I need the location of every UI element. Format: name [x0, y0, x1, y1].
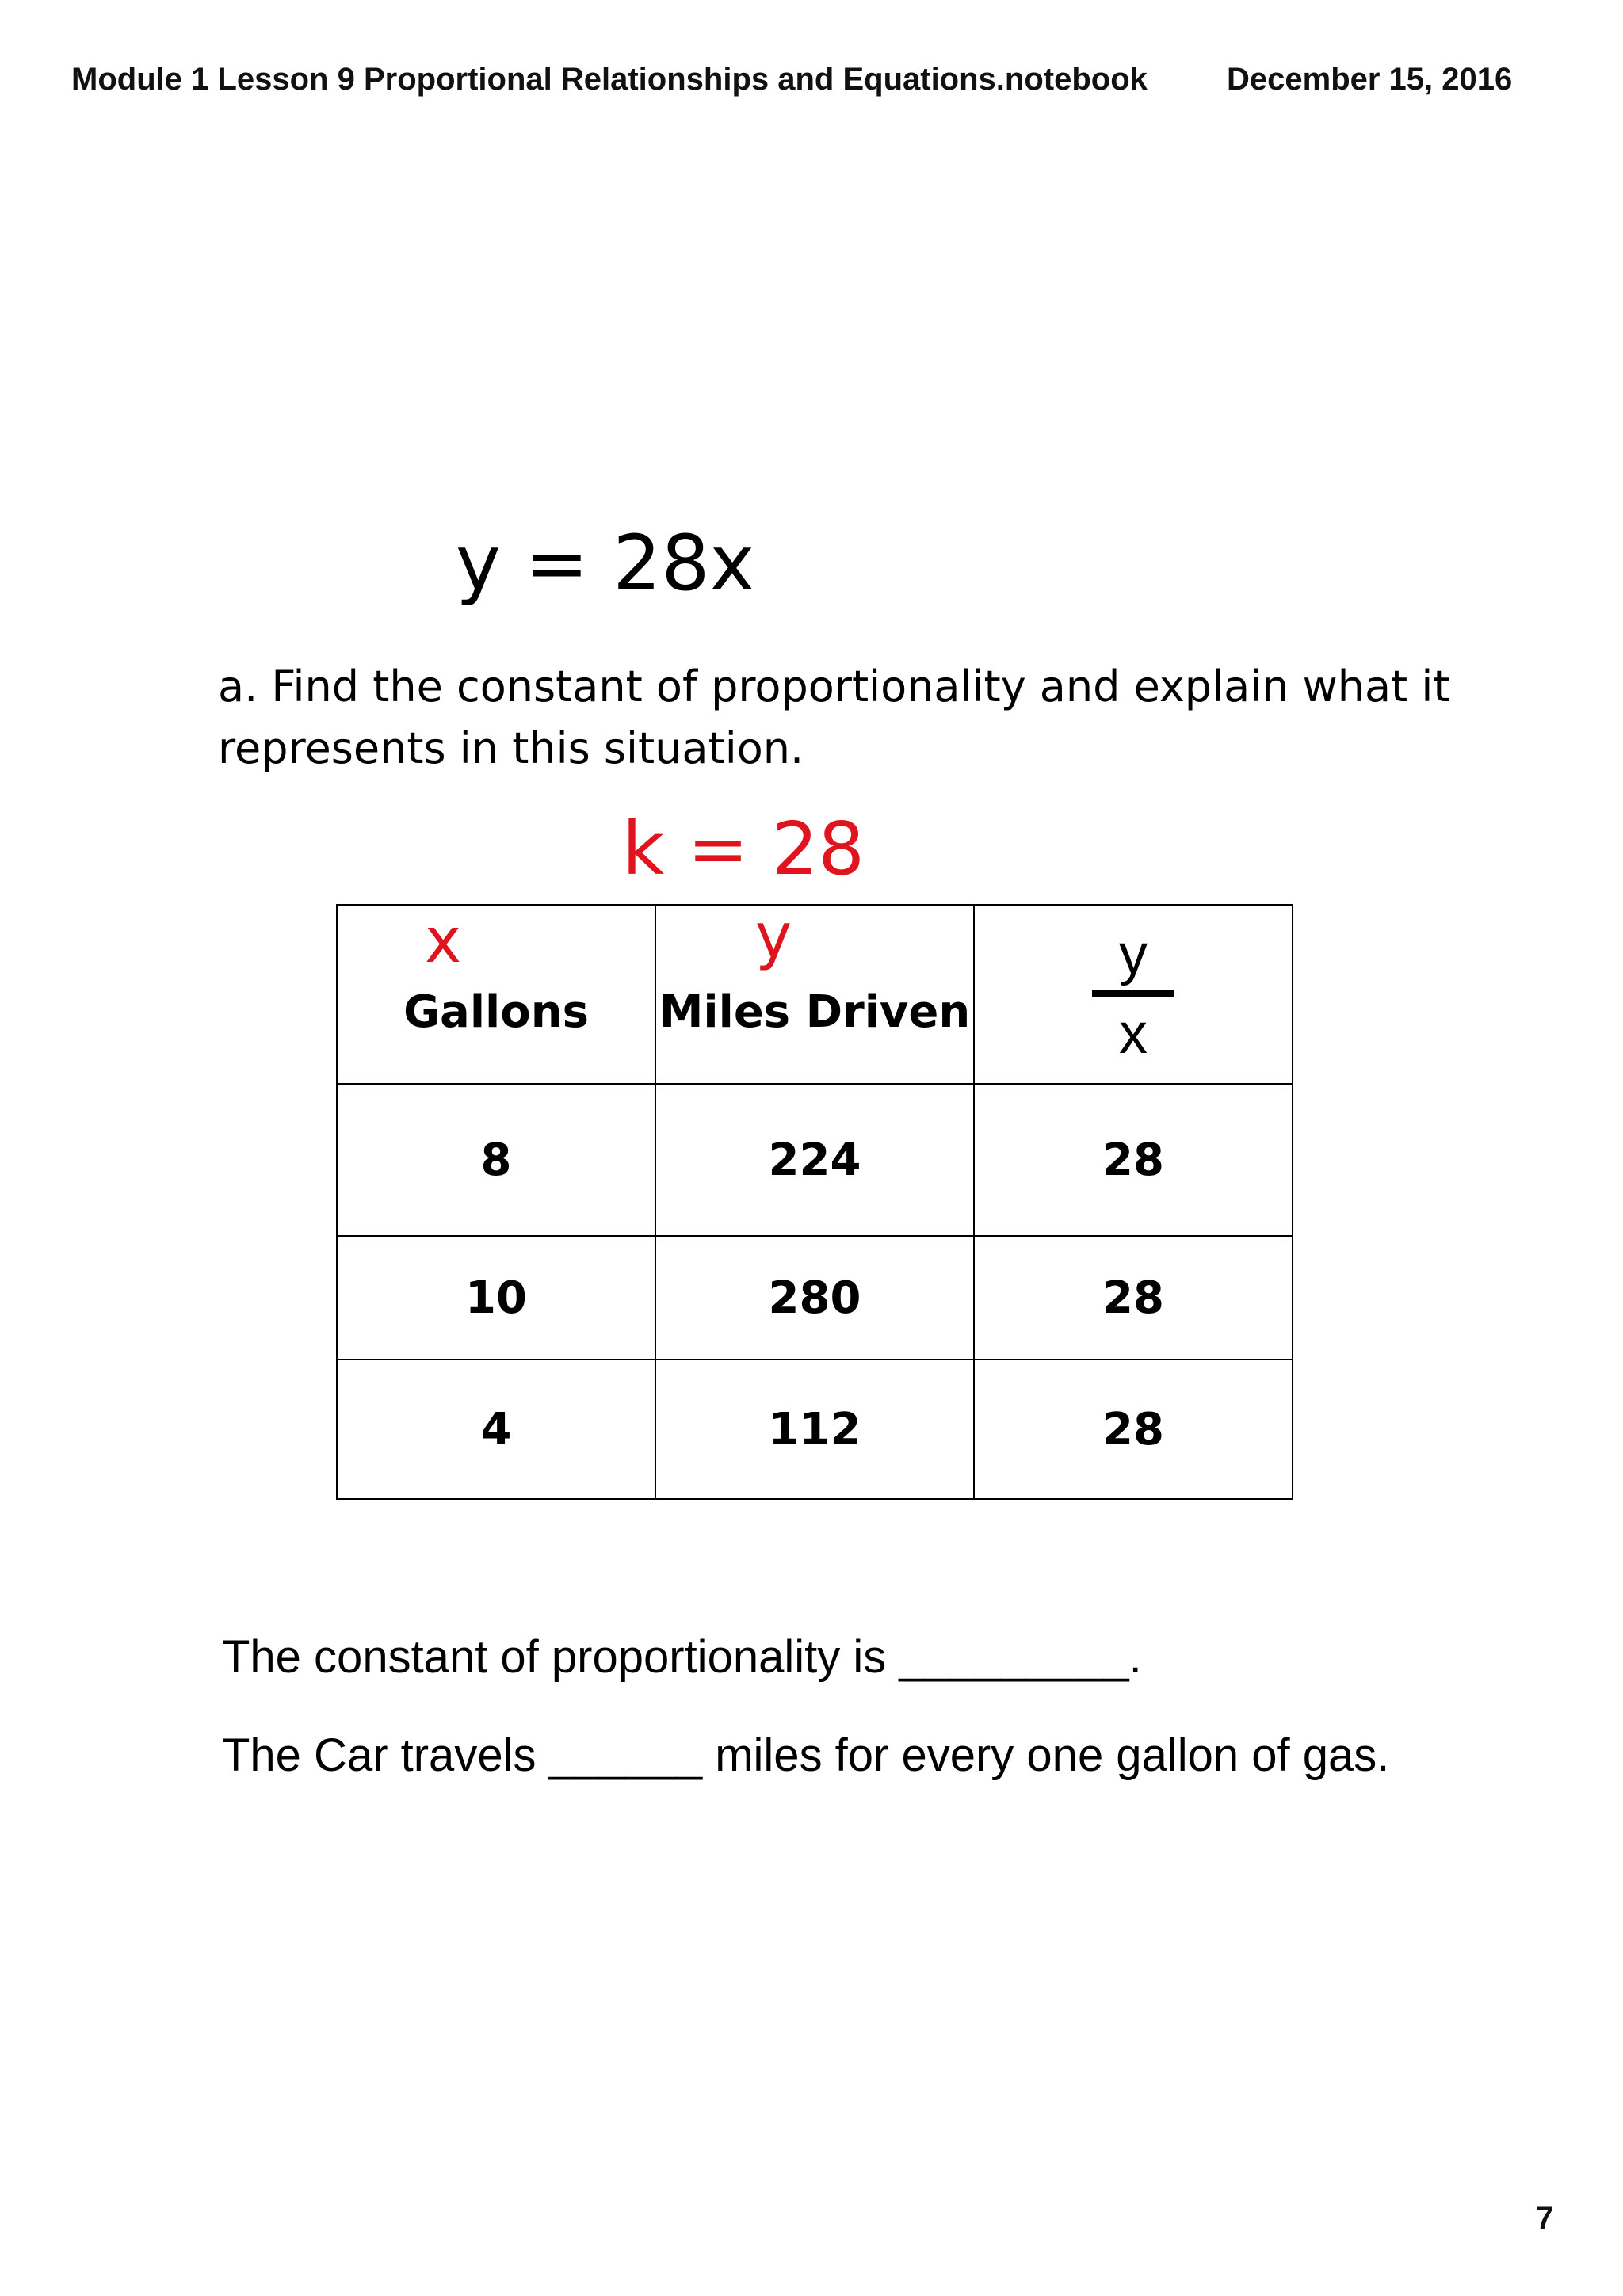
header-miles-label: Miles Driven: [659, 986, 971, 1038]
table-row: [337, 1360, 1293, 1499]
handwritten-equation: y = 28x: [456, 519, 755, 608]
cell-miles: 112: [655, 1360, 974, 1499]
table-row: [337, 1084, 1293, 1236]
cell-ratio-handwritten: 28: [974, 1360, 1293, 1499]
header-miles-driven: [655, 901, 974, 1084]
fraction-bar: [1092, 990, 1174, 997]
ratio-fraction: [1092, 923, 1174, 1066]
question-text: [218, 656, 1486, 780]
sentence-constant: The constant of proportionality is _________.: [222, 1631, 1142, 1683]
document-date: December 15, 2016: [1227, 62, 1513, 97]
table-header-row: [337, 905, 1293, 1084]
cell-gallons: 10: [337, 1236, 655, 1360]
header-ratio: [974, 905, 1293, 1084]
table-row: [337, 1236, 1293, 1360]
data-table: [336, 901, 1293, 1500]
handwritten-k-value: k = 28: [622, 807, 865, 891]
sentence-miles-per-gallon: The Car travels ______ miles for every one gallon of gas.: [222, 1730, 1390, 1781]
document-title: Module 1 Lesson 9 Proportional Relationships and Equations.notebook: [71, 62, 1148, 97]
handwritten-y-mark: y: [755, 901, 792, 972]
fraction-numerator: y: [1119, 923, 1148, 986]
cell-ratio-handwritten: 28: [974, 1084, 1293, 1236]
fraction-denominator: x: [1119, 1002, 1148, 1066]
fill-in-sentences: [222, 1608, 1389, 1805]
cell-gallons: 8: [337, 1084, 655, 1236]
cell-miles: 280: [655, 1236, 974, 1360]
cell-miles: 224: [655, 1084, 974, 1236]
header-gallons: [337, 905, 655, 1084]
handwritten-x-mark: x: [425, 906, 462, 977]
cell-gallons: 4: [337, 1360, 655, 1499]
header-gallons-label: Gallons: [403, 986, 589, 1038]
cell-ratio-handwritten: 28: [974, 1236, 1293, 1360]
page-number: 7: [1536, 2201, 1554, 2236]
question-line-1: a. Find the constant of proportionality and explain what it: [218, 662, 1450, 711]
question-line-2: represents in this situation.: [218, 723, 804, 773]
